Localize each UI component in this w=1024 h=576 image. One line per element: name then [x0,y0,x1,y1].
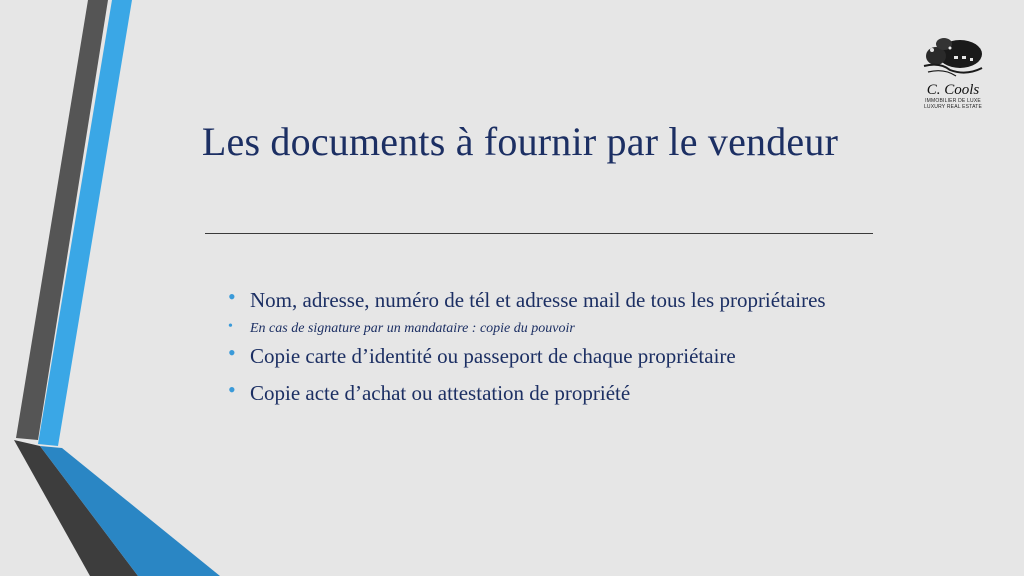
decorative-stripes [0,0,240,576]
bullet-text: Copie carte d’identité ou passeport de chaque propriétaire [250,344,736,368]
tree-house-logo-icon [920,36,986,82]
bullet-icon: • [228,340,236,365]
logo-tagline-en: LUXURY REAL ESTATE [923,104,983,110]
bullet-item [228,377,826,406]
bullet-text: En cas de signature par un mandataire : copie du pouvoir [250,321,575,336]
logo-tagline-fr: IMMOBILIER DE LUXE [925,98,981,104]
bullet-text: Copie acte d’achat ou attestation de propriété [250,381,631,405]
bullet-icon: • [228,377,236,402]
bullet-icon: • [228,319,233,334]
slide-title: Les documents à fournir par le vendeur [201,119,839,164]
title-divider [205,233,873,234]
bullet-icon: • [228,284,236,309]
bullet-item [228,340,826,369]
bullet-item [228,284,826,313]
bullet-item [228,321,826,337]
bullet-list [228,284,826,406]
company-logo [918,36,988,108]
logo-name: C. Cools [926,82,980,98]
bullet-text: Nom, adresse, numéro de tél et adresse mail de tous les propriétaires [250,288,826,312]
